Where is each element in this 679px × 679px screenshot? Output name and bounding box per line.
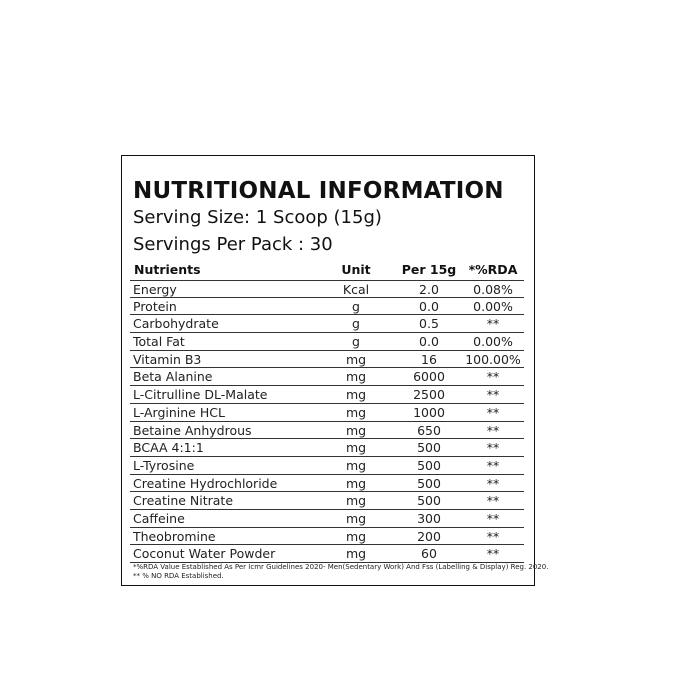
table-row bbox=[130, 422, 524, 440]
table-row bbox=[130, 492, 524, 510]
nutrient-rda: ** bbox=[486, 493, 500, 509]
nutrient-rda: ** bbox=[486, 440, 500, 456]
nutrient-name: L-Tyrosine bbox=[133, 457, 195, 473]
header-per-15g: Per 15g bbox=[401, 262, 457, 277]
table-row bbox=[130, 351, 524, 369]
table-row bbox=[130, 298, 524, 316]
table-row bbox=[130, 545, 524, 563]
header-unit: Unit bbox=[341, 262, 371, 277]
nutrient-rda: ** bbox=[486, 404, 500, 420]
nutrient-amount: 16 bbox=[421, 351, 437, 367]
nutrient-amount: 1000 bbox=[413, 404, 445, 420]
table-row bbox=[130, 315, 524, 333]
table-row bbox=[130, 528, 524, 546]
table-row bbox=[130, 368, 524, 386]
nutrient-rda: ** bbox=[486, 387, 500, 403]
header-nutrients: Nutrients bbox=[134, 262, 201, 277]
nutrition-table bbox=[130, 260, 524, 563]
nutrient-rda: ** bbox=[486, 475, 500, 491]
nutrient-name: Theobromine bbox=[133, 528, 216, 544]
nutrient-rda: ** bbox=[486, 316, 500, 332]
nutrient-rda: ** bbox=[486, 528, 500, 544]
nutrient-rda: ** bbox=[486, 546, 500, 562]
nutrient-rda: ** bbox=[486, 422, 500, 438]
servings-per-pack: Servings Per Pack : 30 bbox=[133, 234, 333, 255]
nutrient-amount: 2500 bbox=[413, 387, 445, 403]
nutrient-unit: mg bbox=[345, 528, 367, 544]
nutrient-amount: 0.5 bbox=[419, 316, 439, 332]
nutrient-name: L-Arginine HCL bbox=[133, 404, 225, 420]
nutrient-unit: mg bbox=[345, 422, 367, 438]
nutrient-unit: mg bbox=[345, 369, 367, 385]
nutrient-unit: Kcal bbox=[342, 282, 370, 297]
nutrient-name: Betaine Anhydrous bbox=[133, 422, 252, 438]
serving-size: Serving Size: 1 Scoop (15g) bbox=[133, 207, 382, 228]
nutrient-rda: 0.00% bbox=[473, 298, 513, 314]
nutrition-label bbox=[121, 155, 549, 586]
nutrient-amount: 0.0 bbox=[419, 298, 439, 314]
nutrient-unit: mg bbox=[345, 475, 367, 491]
nutrient-name: Caffeine bbox=[133, 510, 185, 526]
table-row bbox=[130, 475, 524, 493]
nutrient-amount: 500 bbox=[417, 440, 441, 456]
nutrient-name: Carbohydrate bbox=[133, 316, 219, 332]
nutrient-amount: 650 bbox=[417, 422, 441, 438]
table-row bbox=[130, 280, 524, 298]
label-title: NUTRITIONAL INFORMATION bbox=[133, 178, 504, 204]
table-row bbox=[130, 457, 524, 475]
footnotes bbox=[133, 563, 548, 581]
nutrient-unit: mg bbox=[345, 404, 367, 420]
nutrient-amount: 500 bbox=[417, 475, 441, 491]
nutrient-unit: mg bbox=[345, 351, 367, 367]
table-row bbox=[130, 333, 524, 351]
nutrient-unit: mg bbox=[345, 440, 367, 456]
nutrient-amount: 0.0 bbox=[419, 334, 439, 350]
nutrient-unit: mg bbox=[345, 457, 367, 473]
header-rda: *%RDA bbox=[468, 262, 518, 277]
nutrient-name: Coconut Water Powder bbox=[133, 546, 276, 562]
nutrient-name: Protein bbox=[133, 298, 177, 314]
nutrient-amount: 500 bbox=[417, 457, 441, 473]
table-row bbox=[130, 404, 524, 422]
nutrient-name: Creatine Hydrochloride bbox=[133, 475, 278, 491]
nutrient-name: Beta Alanine bbox=[133, 369, 213, 385]
table-header bbox=[130, 260, 524, 280]
nutrient-unit: mg bbox=[345, 510, 367, 526]
nutrient-rda: ** bbox=[486, 457, 500, 473]
nutrient-unit: g bbox=[352, 298, 360, 314]
nutrient-unit: mg bbox=[345, 493, 367, 509]
nutrient-unit: g bbox=[352, 316, 360, 332]
nutrient-amount: 2.0 bbox=[419, 282, 439, 297]
nutrient-rda: ** bbox=[486, 510, 500, 526]
nutrient-amount: 60 bbox=[421, 546, 437, 562]
table-body bbox=[130, 280, 524, 563]
nutrient-name: L-Citrulline DL-Malate bbox=[133, 387, 268, 403]
nutrient-name: Vitamin B3 bbox=[133, 351, 202, 367]
nutrient-rda: ** bbox=[486, 369, 500, 385]
table-row bbox=[130, 386, 524, 404]
nutrient-amount: 500 bbox=[417, 493, 441, 509]
nutrient-unit: mg bbox=[345, 387, 367, 403]
nutrient-name: Energy bbox=[133, 282, 177, 297]
table-row bbox=[130, 510, 524, 528]
nutrient-amount: 200 bbox=[417, 528, 441, 544]
nutrient-amount: 300 bbox=[417, 510, 441, 526]
nutrient-unit: mg bbox=[345, 546, 367, 562]
nutrient-rda: 0.08% bbox=[473, 282, 513, 297]
nutrient-amount: 6000 bbox=[413, 369, 445, 385]
nutrient-name: Creatine Nitrate bbox=[133, 493, 234, 509]
footnote-no-rda: ** % NO RDA Established. bbox=[133, 572, 224, 580]
table-row bbox=[130, 439, 524, 457]
nutrient-name: BCAA 4:1:1 bbox=[133, 440, 204, 456]
nutrient-unit: g bbox=[352, 334, 360, 350]
nutrient-rda: 100.00% bbox=[465, 351, 521, 367]
footnote-rda-source: *%RDA Value Established As Per Icmr Guidelines 2020- Men(Sedentary Work) And Fss (Labelling & Display) Reg. 2020. bbox=[133, 563, 549, 571]
nutrient-rda: 0.00% bbox=[473, 334, 513, 350]
nutrient-name: Total Fat bbox=[133, 334, 185, 350]
